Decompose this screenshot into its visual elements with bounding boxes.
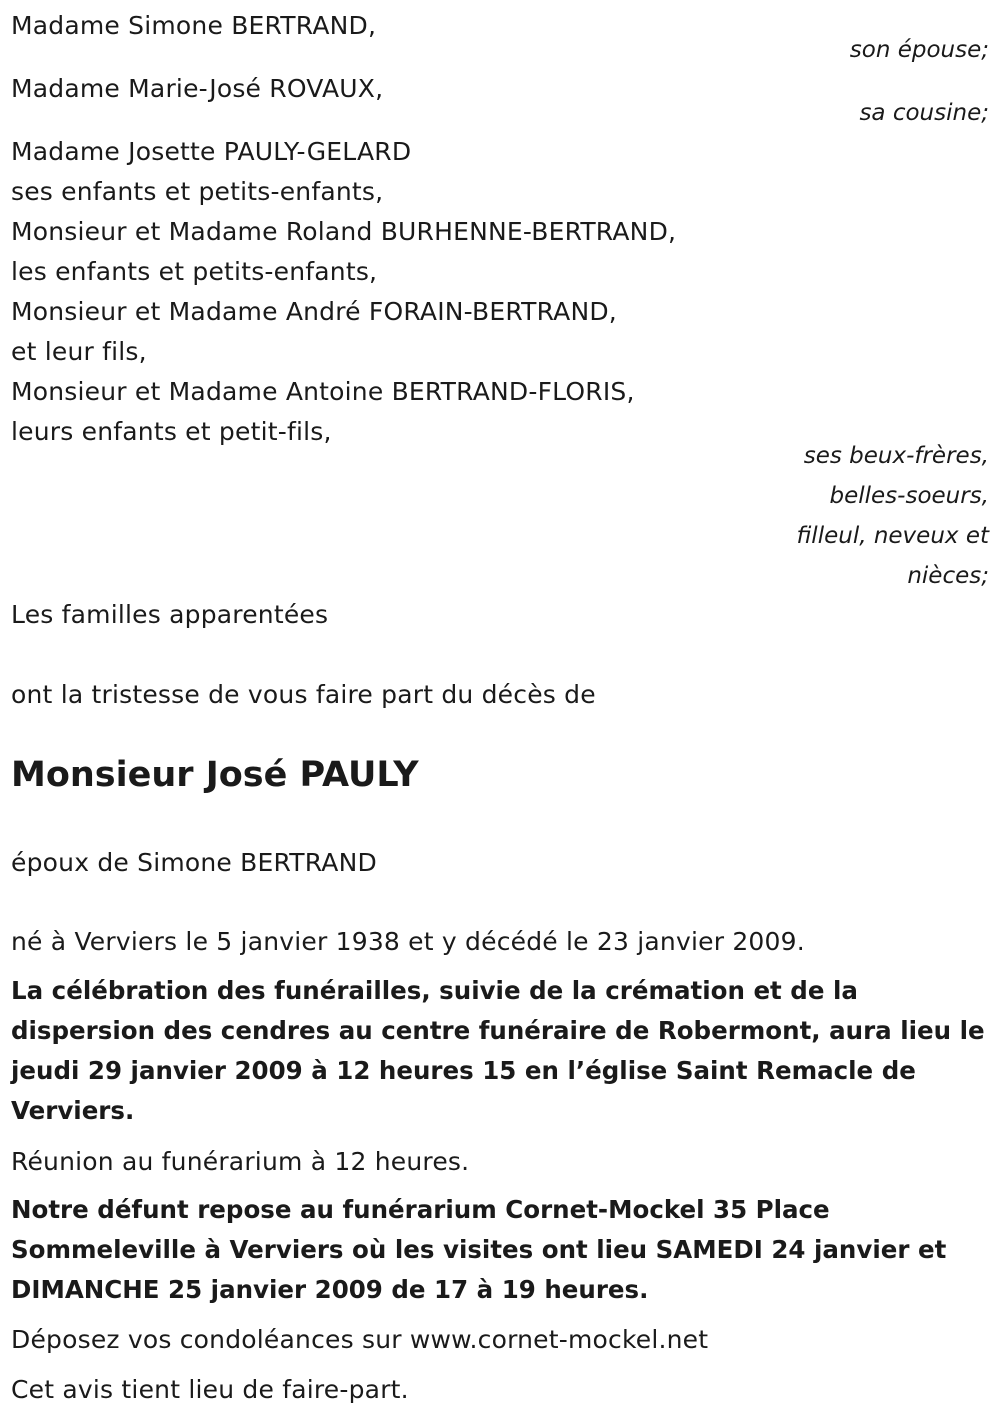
spouse-name: Madame Simone BERTRAND,: [11, 11, 377, 40]
visits-line: Sommeleville à Verviers où les visites ont lieu SAMEDI 24 janvier et: [11, 1235, 947, 1264]
siblings-role: ses beux-frères,: [803, 443, 989, 469]
related-families: Les familles apparentées: [11, 600, 329, 629]
spouse-of: époux de Simone BERTRAND: [11, 848, 377, 877]
family-line: les enfants et petits-enfants,: [11, 257, 378, 286]
siblings-role: nièces;: [907, 563, 989, 589]
deceased-name: Monsieur José PAULY: [11, 755, 419, 795]
visits-line: Notre défunt repose au funérarium Cornet-Mockel 35 Place: [11, 1195, 830, 1224]
family-line: Madame Josette PAULY-GELARD: [11, 137, 412, 166]
ceremony-line: dispersion des cendres au centre funéraire de Robermont, aura lieu le: [11, 1016, 985, 1045]
cousin-role: sa cousine;: [859, 100, 989, 126]
family-line: Monsieur et Madame André FORAIN-BERTRAND,: [11, 297, 617, 326]
meeting-info: Réunion au funérarium à 12 heures.: [11, 1147, 470, 1176]
family-line: leurs enfants et petit-fils,: [11, 417, 332, 446]
siblings-role: filleul, neveux et: [796, 523, 989, 549]
ceremony-line: La célébration des funérailles, suivie de la crémation et de la: [11, 976, 858, 1005]
ceremony-paragraph: [11, 971, 996, 1131]
ceremony-line: jeudi 29 janvier 2009 à 12 heures 15 en l’église Saint Remacle de: [11, 1056, 916, 1085]
visits-paragraph: [11, 1190, 996, 1310]
announcement-intro: ont la tristesse de vous faire part du décès de: [11, 680, 596, 709]
notice: Cet avis tient lieu de faire-part.: [11, 1375, 409, 1404]
spouse-role: son épouse;: [849, 37, 989, 63]
family-line: Monsieur et Madame Roland BURHENNE-BERTRAND,: [11, 217, 677, 246]
birth-death: né à Verviers le 5 janvier 1938 et y décédé le 23 janvier 2009.: [11, 927, 805, 956]
family-line: et leur fils,: [11, 337, 147, 366]
siblings-role: belles-soeurs,: [829, 483, 989, 509]
ceremony-line: Verviers.: [11, 1096, 135, 1125]
family-line: ses enfants et petits-enfants,: [11, 177, 384, 206]
family-line: Monsieur et Madame Antoine BERTRAND-FLORIS,: [11, 377, 635, 406]
visits-line: DIMANCHE 25 janvier 2009 de 17 à 19 heures.: [11, 1275, 649, 1304]
cousin-name: Madame Marie-José ROVAUX,: [11, 74, 384, 103]
condolences-info: Déposez vos condoléances sur www.cornet-mockel.net: [11, 1325, 709, 1354]
